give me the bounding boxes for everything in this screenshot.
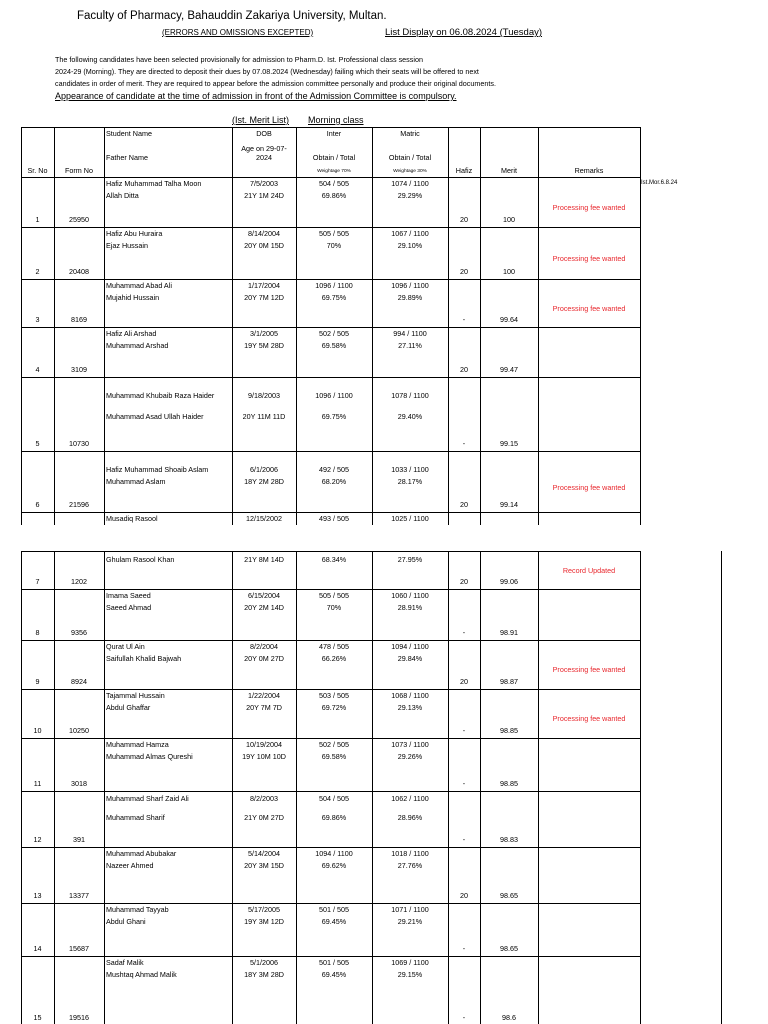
- age: 21Y 8M 14D: [244, 555, 284, 564]
- grid-line: [104, 551, 105, 1024]
- merit: 99.14: [500, 500, 518, 509]
- student-name: Musadiq Rasool: [106, 514, 158, 523]
- hafiz: -: [462, 779, 466, 788]
- age: 20Y 7M 7D: [246, 703, 282, 712]
- matric-pct: 27.11%: [398, 341, 422, 350]
- hafiz: -: [462, 315, 466, 324]
- sr-no: 13: [33, 891, 42, 900]
- father-name: Nazeer Ahmed: [106, 861, 154, 870]
- inter-pct: 69.72%: [321, 703, 347, 712]
- page-title: Faculty of Pharmacy, Bahauddin Zakariya University, Multan.: [77, 10, 387, 22]
- remarks: Processing fee wanted: [552, 714, 626, 723]
- hafiz: 20: [460, 577, 468, 586]
- grid-line: [104, 177, 105, 525]
- student-name: Hafiz Muhammad Shoaib Aslam: [106, 465, 209, 474]
- hafiz: 20: [460, 267, 468, 276]
- age: 19Y 5M 28D: [244, 341, 284, 350]
- student-name: Qurat Ul Ain: [106, 642, 145, 651]
- student-name: Hafiz Ali Arshad: [106, 329, 157, 338]
- inter-score: 492 / 505: [319, 465, 349, 474]
- col-age-line2: 2024: [256, 153, 272, 162]
- inter-pct: 69.75%: [321, 412, 347, 421]
- grid-line: [21, 127, 640, 128]
- grid-line: [640, 127, 641, 177]
- matric-score: 1060 / 1100: [391, 591, 429, 600]
- student-name: Hafiz Muhammad Talha Moon: [106, 179, 202, 188]
- grid-line: [21, 640, 640, 641]
- dob: 1/17/2004: [248, 281, 280, 290]
- notice-line: candidates in order of merit. They are required to appear before the admission committee personally and produce their original documents.: [55, 79, 496, 89]
- sr-no: 14: [33, 944, 42, 953]
- matric-score: 1067 / 1100: [391, 229, 429, 238]
- grid-line: [232, 551, 233, 1024]
- inter-score: 501 / 505: [319, 958, 349, 967]
- form-no: 8169: [71, 315, 87, 324]
- merit: 98.65: [500, 891, 518, 900]
- matric-score: 1094 / 1100: [391, 642, 429, 651]
- notice-line: 2024-29 (Morning). They are directed to deposit their dues by 07.08.2024 (Wednesday) failing which their seats will be offered to next: [55, 67, 479, 77]
- inter-pct: 70%: [326, 603, 342, 612]
- admission-notice: [55, 54, 575, 91]
- father-name: Saeed Ahmad: [106, 603, 152, 612]
- grid-line: [721, 551, 722, 1024]
- grid-line: [372, 551, 373, 1024]
- dob: 6/15/2004: [248, 591, 280, 600]
- student-name: Muhammad Hamza: [106, 740, 169, 749]
- form-no: 19516: [69, 1013, 89, 1022]
- grid-line: [21, 956, 640, 957]
- remarks: Processing fee wanted: [552, 304, 626, 313]
- grid-line: [21, 177, 22, 525]
- inter-score: 501 / 505: [319, 905, 349, 914]
- grid-line: [21, 903, 640, 904]
- matric-pct: 27.76%: [397, 861, 423, 870]
- inter-pct: 69.75%: [321, 293, 347, 302]
- col-hafiz: Hafiz: [455, 166, 473, 175]
- hafiz: -: [462, 439, 466, 448]
- hafiz: -: [462, 835, 466, 844]
- form-no: 10250: [69, 726, 89, 735]
- merit: 99.64: [500, 315, 518, 324]
- age: 18Y 2M 28D: [244, 477, 284, 486]
- matric-pct: 29.84%: [397, 654, 423, 663]
- sr-no: 4: [35, 365, 40, 374]
- grid-line: [448, 177, 449, 525]
- inter-score: 1094 / 1100: [315, 849, 353, 858]
- age: 20Y 7M 12D: [244, 293, 284, 302]
- matric-pct: 28.96%: [397, 813, 423, 822]
- student-name: Sadaf Malik: [106, 958, 144, 967]
- inter-score: 478 / 505: [319, 642, 349, 651]
- dob: 8/2/2003: [250, 794, 278, 803]
- sr-no: 2: [35, 267, 40, 276]
- inter-score: 502 / 505: [319, 740, 349, 749]
- dob: 8/2/2004: [250, 642, 278, 651]
- matric-pct: 29.21%: [397, 917, 423, 926]
- merit: 99.47: [500, 365, 518, 374]
- form-no: 10730: [69, 439, 89, 448]
- student-name: Muhammad Khubaib Raza Haider: [106, 391, 215, 400]
- father-name: Ghulam Rasool Khan: [106, 555, 175, 564]
- age: 19Y 3M 12D: [244, 917, 284, 926]
- merit: 98.65: [500, 944, 518, 953]
- matric-pct: 29.10%: [397, 241, 423, 250]
- remarks: Processing fee wanted: [552, 483, 626, 492]
- inter-pct: 70%: [326, 241, 342, 250]
- form-no: 3109: [71, 365, 87, 374]
- father-name: Abdul Ghani: [106, 917, 146, 926]
- hafiz: -: [462, 726, 466, 735]
- form-no: 3018: [71, 779, 87, 788]
- grid-line: [640, 177, 641, 525]
- matric-score: 1069 / 1100: [391, 958, 429, 967]
- grid-line: [21, 738, 640, 739]
- form-no: 21596: [69, 500, 89, 509]
- age: 20Y 11M 11D: [242, 412, 286, 421]
- student-name: Tajammal Hussain: [106, 691, 165, 700]
- inter-score: 504 / 505: [319, 794, 349, 803]
- matric-score: 1068 / 1100: [391, 691, 429, 700]
- matric-pct: 29.26%: [397, 752, 423, 761]
- grid-line: [21, 227, 640, 228]
- inter-pct: 69.58%: [321, 341, 347, 350]
- inter-score: 1096 / 1100: [315, 391, 353, 400]
- compulsory-appearance-note: Appearance of candidate at the time of admission in front of the Admission Committee is compulsory.: [55, 91, 457, 101]
- dob: 6/1/2006: [250, 465, 278, 474]
- grid-line: [21, 377, 640, 378]
- father-name: Muhammad Sharif: [106, 813, 165, 822]
- matric-score: 994 / 1100: [393, 329, 427, 338]
- remarks: Processing fee wanted: [552, 665, 626, 674]
- form-no: 1202: [71, 577, 87, 586]
- sr-no: 6: [35, 500, 40, 509]
- age: 20Y 0M 27D: [244, 654, 284, 663]
- grid-line: [54, 177, 55, 525]
- father-name: Muhammad Almas Qureshi: [106, 752, 193, 761]
- form-no: 15687: [69, 944, 89, 953]
- col-form-no: Form No: [65, 166, 93, 175]
- form-no: 20408: [69, 267, 89, 276]
- student-name: Muhammad Abad Ali: [106, 281, 172, 290]
- col-remarks: Remarks: [574, 166, 604, 175]
- form-no: 13377: [69, 891, 89, 900]
- merit: 99.15: [500, 439, 518, 448]
- sr-no: 12: [33, 835, 42, 844]
- hafiz: -: [462, 1013, 466, 1022]
- student-name: Imama Saeed: [106, 591, 151, 600]
- errors-omissions-note: (ERRORS AND OMISSIONS EXCEPTED): [162, 28, 314, 37]
- col-matric: Matric: [400, 129, 420, 138]
- matric-score: 1033 / 1100: [391, 465, 429, 474]
- sr-no: 7: [35, 577, 40, 586]
- grid-line: [538, 177, 539, 525]
- father-name: Abdul Ghaffar: [106, 703, 151, 712]
- matric-score: 1071 / 1100: [391, 905, 429, 914]
- inter-pct: 69.86%: [321, 813, 347, 822]
- form-no: 391: [73, 835, 85, 844]
- matric-pct: 29.15%: [397, 970, 423, 979]
- father-name: Allah Ditta: [106, 191, 139, 200]
- father-name: Muhammad Aslam: [106, 477, 166, 486]
- father-name: Muhammad Asad Ullah Haider: [106, 412, 204, 421]
- student-name: Hafiz Abu Huraira: [106, 229, 163, 238]
- matric-pct: 29.40%: [397, 412, 423, 421]
- father-name: Mujahid Hussain: [106, 293, 160, 302]
- hafiz: 20: [460, 500, 468, 509]
- inter-score: 502 / 505: [319, 329, 349, 338]
- grid-line: [104, 127, 105, 177]
- sr-no: 3: [35, 315, 40, 324]
- col-student-name: Student Name: [106, 129, 152, 138]
- grid-line: [538, 551, 539, 1024]
- merit: 99.06: [500, 577, 518, 586]
- grid-line: [21, 551, 640, 552]
- student-name: Muhammad Tayyab: [106, 905, 169, 914]
- inter-score: 503 / 505: [319, 691, 349, 700]
- sr-no: 1: [35, 215, 40, 224]
- col-matric-weightage: Weightage 30%: [393, 169, 427, 174]
- dob: 9/18/2003: [248, 391, 280, 400]
- grid-line: [21, 847, 640, 848]
- hafiz: -: [462, 944, 466, 953]
- student-name: Muhammad Sharf Zaid Ali: [106, 794, 189, 803]
- matric-score: 1062 / 1100: [391, 794, 429, 803]
- merit: 100: [503, 215, 515, 224]
- inter-pct: 69.58%: [321, 752, 347, 761]
- grid-line: [21, 451, 640, 452]
- father-name: Saifullah Khalid Bajwah: [106, 654, 182, 663]
- remarks: Processing fee wanted: [552, 203, 626, 212]
- dob: 12/15/2002: [246, 514, 282, 523]
- inter-score: 1096 / 1100: [315, 281, 353, 290]
- sr-no: 15: [33, 1013, 42, 1022]
- matric-pct: 28.91%: [397, 603, 423, 612]
- matric-score: 1074 / 1100: [391, 179, 429, 188]
- grid-line: [21, 177, 640, 178]
- hafiz: 20: [460, 365, 468, 374]
- col-inter-weightage: Weightage 70%: [317, 169, 351, 174]
- inter-pct: 69.45%: [321, 917, 347, 926]
- merit: 98.6: [502, 1013, 516, 1022]
- grid-line: [296, 551, 297, 1024]
- dob: 5/1/2006: [250, 958, 278, 967]
- merit: 100: [503, 267, 515, 276]
- sr-no: 9: [35, 677, 40, 686]
- age: 19Y 10M 10D: [242, 752, 286, 761]
- merit: 98.91: [500, 628, 518, 637]
- col-sr-no: Sr. No: [27, 166, 48, 175]
- class-label: Morning class: [308, 115, 364, 125]
- hafiz: 20: [460, 215, 468, 224]
- father-name: Mushtaq Ahmad Malik: [106, 970, 177, 979]
- inter-pct: 68.34%: [321, 555, 347, 564]
- inter-score: 505 / 505: [319, 229, 349, 238]
- father-name: Muhammad Arshad: [106, 341, 169, 350]
- col-inter-obtain-total: Obtain / Total: [312, 153, 356, 162]
- grid-line: [21, 279, 640, 280]
- merit: 98.85: [500, 779, 518, 788]
- col-inter: Inter: [326, 129, 342, 138]
- form-no: 8924: [71, 677, 87, 686]
- inter-score: 493 / 505: [319, 514, 349, 523]
- dob: 7/5/2003: [250, 179, 278, 188]
- col-dob: DOB: [256, 129, 272, 138]
- age: 21Y 1M 24D: [244, 191, 284, 200]
- dob: 8/14/2004: [248, 229, 280, 238]
- form-no: 9356: [71, 628, 87, 637]
- sr-no: 8: [35, 628, 40, 637]
- matric-score: 1078 / 1100: [391, 391, 429, 400]
- matric-pct: 29.89%: [397, 293, 423, 302]
- hafiz: -: [462, 628, 466, 637]
- age: 18Y 3M 28D: [244, 970, 284, 979]
- notice-line: The following candidates have been selected provisionally for admission to Pharm.D. Ist. Professional class session: [55, 55, 423, 64]
- form-no: 25950: [69, 215, 89, 224]
- matric-pct: 27.95%: [397, 555, 423, 564]
- grid-line: [21, 589, 640, 590]
- hafiz: 20: [460, 677, 468, 686]
- hafiz: 20: [460, 891, 468, 900]
- dob: 5/14/2004: [248, 849, 280, 858]
- dob: 5/17/2005: [248, 905, 280, 914]
- remarks: Processing fee wanted: [552, 254, 626, 263]
- matric-pct: 29.13%: [397, 703, 423, 712]
- grid-line: [21, 689, 640, 690]
- inter-pct: 69.45%: [321, 970, 347, 979]
- age: 20Y 2M 14D: [244, 603, 284, 612]
- grid-line: [21, 327, 640, 328]
- merit: 98.83: [500, 835, 518, 844]
- inter-pct: 66.26%: [321, 654, 347, 663]
- matric-score: 1025 / 1100: [391, 514, 429, 523]
- grid-line: [21, 512, 640, 513]
- grid-line: [640, 551, 641, 1024]
- student-name: Muhammad Abubakar: [106, 849, 177, 858]
- merit: 98.85: [500, 726, 518, 735]
- age: 20Y 3M 15D: [244, 861, 284, 870]
- col-merit: Merit: [501, 166, 517, 175]
- remarks: Record Updated: [562, 566, 616, 575]
- father-name: Ejaz Hussain: [106, 241, 148, 250]
- sr-no: 5: [35, 439, 40, 448]
- sr-no: 11: [33, 779, 42, 788]
- merit-list-label: (Ist. Merit List): [232, 115, 290, 125]
- inter-pct: 69.86%: [321, 191, 347, 200]
- sr-no: 10: [33, 726, 42, 735]
- dob: 1/22/2004: [248, 691, 280, 700]
- grid-line: [480, 177, 481, 525]
- list-display-date: List Display on 06.08.2024 (Tuesday): [385, 27, 543, 38]
- inter-score: 504 / 505: [319, 179, 349, 188]
- side-note: Ist.Mor.6.8.24: [641, 180, 678, 186]
- matric-score: 1096 / 1100: [391, 281, 429, 290]
- merit: 98.87: [500, 677, 518, 686]
- dob: 10/19/2004: [246, 740, 282, 749]
- matric-score: 1073 / 1100: [391, 740, 429, 749]
- col-age-line1: Age on 29-07-: [241, 144, 287, 153]
- dob: 3/1/2005: [250, 329, 278, 338]
- matric-pct: 28.17%: [397, 477, 423, 486]
- age: 20Y 0M 15D: [244, 241, 284, 250]
- grid-line: [21, 791, 640, 792]
- matric-pct: 29.29%: [397, 191, 423, 200]
- col-father-name: Father Name: [106, 153, 148, 162]
- age: 21Y 0M 27D: [244, 813, 284, 822]
- inter-pct: 68.20%: [321, 477, 347, 486]
- matric-score: 1018 / 1100: [391, 849, 429, 858]
- col-matric-obtain-total: Obtain / Total: [388, 153, 432, 162]
- inter-pct: 69.62%: [321, 861, 347, 870]
- inter-score: 505 / 505: [319, 591, 349, 600]
